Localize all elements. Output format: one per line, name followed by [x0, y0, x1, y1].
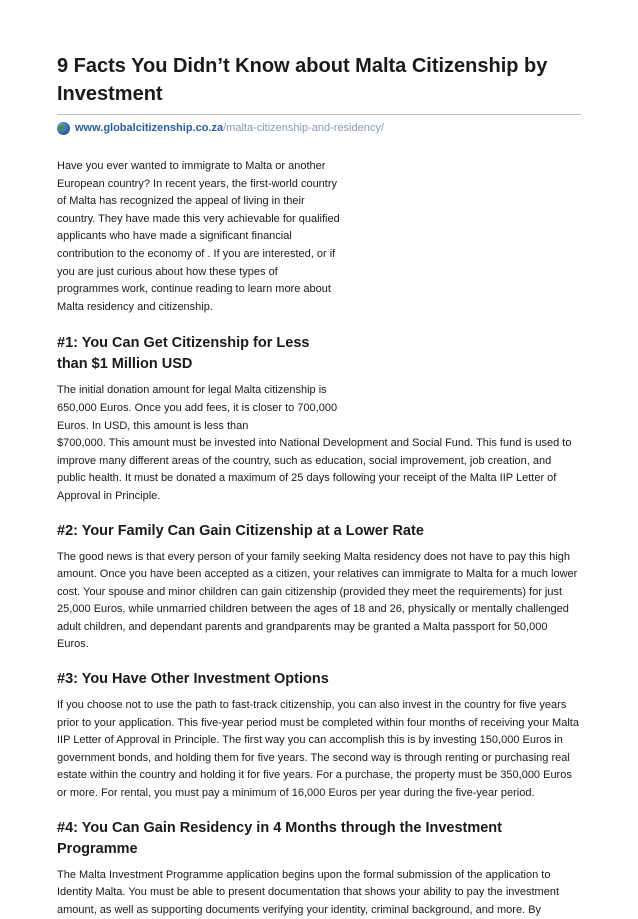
- section-3-paragraph: If you choose not to use the path to fast-track citizenship, you can also invest in the country for five years prior to your application. This five-year period must be completed within four months of receiving your Malta IIP Letter of Approval in Principle. The first way you can accomplish this is by investing 150,000 Euros in government bonds, and holding them for five years. The second way is through renting or purchasing real estate within the country and holding it for five years. For a purchase, the property must be 350,000 Euros or more. For rental, you must pay a minimum of 16,000 Euros per year during the five-year period.: [57, 699, 579, 800]
- globe-icon: [57, 122, 70, 135]
- section-heading-4: #4: You Can Gain Residency in 4 Months through the Investment Programme: [57, 819, 502, 857]
- source-path-link[interactable]: /malta-citizenship-and-residency/: [223, 122, 384, 134]
- section-heading-3: #3: You Have Other Investment Options: [57, 671, 329, 688]
- article-title: 9 Facts You Didn’t Know about Malta Citizenship by Investment: [57, 55, 548, 105]
- section-1-paragraph: $700,000. This amount must be invested into National Development and Social Fund. This fund is used to improve many different areas of the country, such as education, social improvement, job creation, and public health. It must be donated a maximum of 25 days following your receipt of the Malta IIP Letter of Approval in Principle.: [57, 437, 572, 502]
- section-heading-2: #2: Your Family Can Gain Citizenship at a Lower Rate: [57, 522, 424, 539]
- source-line: [57, 121, 581, 135]
- intro-paragraph: Have you ever wanted to immigrate to Malta or another European country? In recent years, the first-world country of Malta has recognized the appeal of living in their country. They have made this very achievable for qualified applicants who have made a significant financial contribution to the economy of . If you are interested, or if you are just curious about how these types of programmes work, continue reading to learn more about Malta residency and citizenship.: [57, 160, 340, 313]
- section-1-paragraph-narrow: The initial donation amount for legal Malta citizenship is 650,000 Euros. Once you add fees, it is closer to 700,000 Euros. In USD, this amount is less than: [57, 384, 338, 432]
- document-page: [57, 52, 581, 919]
- section-heading-1: #1: You Can Get Citizenship for Less than $1 Million USD: [57, 335, 310, 373]
- section-2-paragraph: The good news is that every person of your family seeking Malta residency does not have to pay this high amount. Once you have been accepted as a citizen, your relatives can immigrate to Malta for a much lower cost. Your spouse and minor children can gain citizenship (provided they meet the requirements) for just 25,000 Euros, while unmarried children between the ages of 18 and 26, physically or mentally challenged adult children, and dependant parents and grandparents may be granted a Malta passport for 50,000 Euros.: [57, 550, 578, 651]
- title-divider: [57, 114, 581, 115]
- section-4-paragraph: The Malta Investment Programme application begins upon the formal submission of the application to Identity Malta. You must be able to present documentation that shows your ability to pay the investment amount, as well as supporting documents verifying your identity, criminal background, and more. By: [57, 868, 560, 916]
- source-domain-link[interactable]: www.globalcitizenship.co.za: [75, 122, 224, 134]
